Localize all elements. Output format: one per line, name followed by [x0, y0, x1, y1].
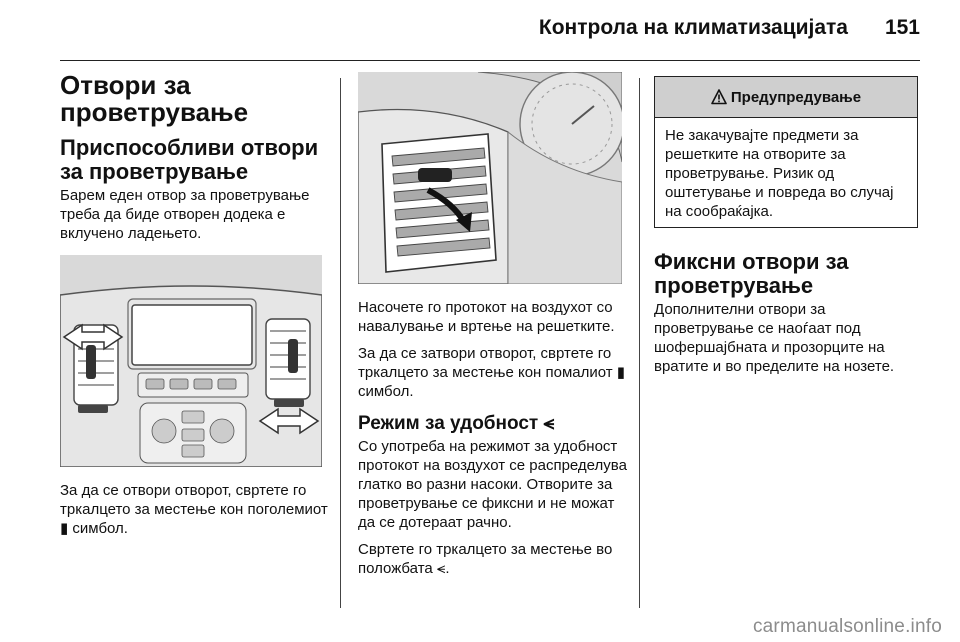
dashboard-vents-illustration — [60, 255, 322, 467]
body-text: Барем еден отвор за проветрување треба да биде отворен додека е вклучено ладењето. — [60, 187, 310, 242]
watermark: carmanualsonline.info — [752, 616, 942, 637]
column-3 — [654, 72, 920, 384]
column-2 — [358, 72, 628, 586]
warning-text: Не закачувајте предмети за решетките на отворите за проветрување. Ризик од оштетување и повреда во случај на сообраќајка. — [665, 127, 894, 220]
body-text: Насочете го протокот на воздухот со навалување и вртење на решетките. — [358, 299, 615, 335]
subsection-title: Фиксни отвори за проветрување — [654, 249, 849, 298]
warning-title: Предупредување — [730, 88, 862, 106]
column-1 — [60, 72, 328, 546]
page-header — [0, 14, 960, 44]
header-rule — [60, 60, 920, 61]
side-vent-illustration — [358, 72, 622, 284]
column-divider — [639, 78, 640, 608]
figure-caption: За да се отвори отворот, свртете го тркалцето за местење кон поголемиот ▮ симбол. — [60, 482, 328, 537]
body-text: Свртете го тркалцето за местење во положбата ⪪. — [358, 541, 613, 577]
section-title: Отвори за проветрување — [60, 70, 249, 127]
header-title: Контрола на климатизацијата — [538, 16, 848, 39]
subsection-title: Режим за удобност ⪪ — [358, 413, 555, 434]
body-text: Со употреба на режимот за удобност протокот на воздухот се распределува глатко во разни насоки. Отворите за проветрување се фиксни и не можат да се дотераат рачно. — [358, 438, 627, 531]
warning-box — [654, 76, 918, 228]
body-text: Дополнителни отвори за проветрување се наоѓаат под шофершајбната и прозорците на вратите и во пределите на нозете. — [654, 301, 895, 375]
warning-triangle-icon — [711, 89, 727, 105]
body-text: За да се затвори отворот, свртете го тркалцето за местење кон помалиот ▮ симбол. — [358, 345, 626, 400]
warning-header — [655, 77, 917, 118]
column-divider — [340, 78, 341, 608]
subsection-title: Приспособливи отвори за проветрување — [60, 135, 319, 184]
page-number: 151 — [884, 16, 920, 39]
